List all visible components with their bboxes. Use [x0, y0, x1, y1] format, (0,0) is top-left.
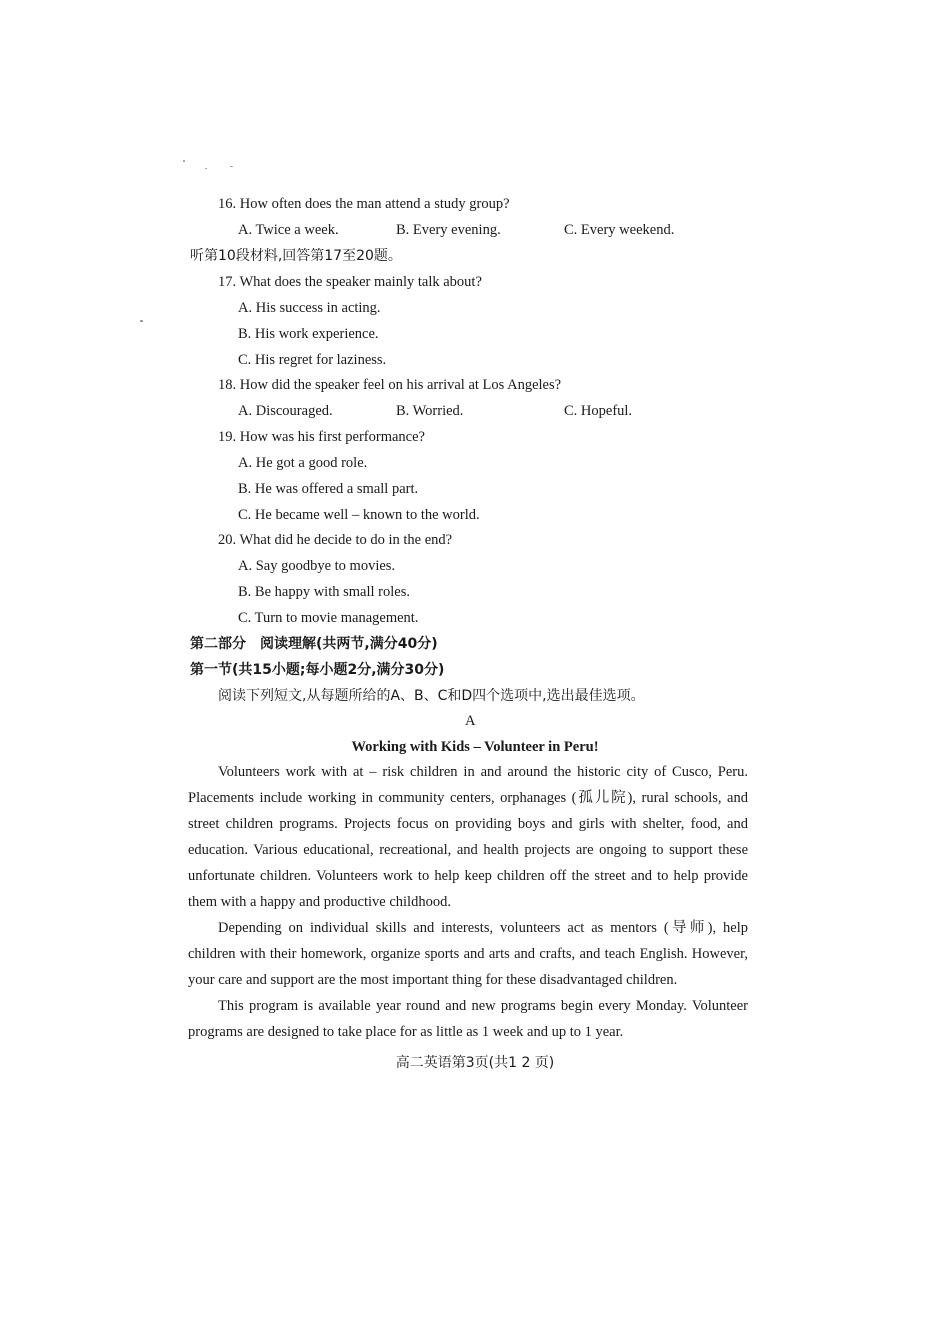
scan-speck [205, 168, 207, 169]
option-a: A. His success in acting. [238, 300, 381, 316]
scan-speck [183, 160, 185, 162]
option-b: B. Be happy with small roles. [238, 584, 410, 600]
option-c: C. Hopeful. [564, 403, 633, 419]
passage-paragraph-1: Volunteers work with at – risk children in and around the historic city of Cusco, Peru. Placements include working in community centers, orphanages (孤儿院), rural schools, and street children programs. Projects focus on providing boys and girls with shelter, food, and education. Various educational, recreational, and health projects are ongoing to support these unfortunate children. Volunteers work to help keep children off the street and to help provide them with a happy and productive childhood. [188, 764, 748, 910]
option-b: B. Every evening. [396, 222, 501, 238]
section1-heading: 第一节(共15小题;每小题2分,满分30分) [190, 662, 445, 678]
question-18-options [238, 402, 758, 420]
scan-speck [140, 320, 143, 322]
question-17: 17. What does the speaker mainly talk about? [218, 274, 482, 290]
passage-paragraph-3: This program is available year round and new programs begin every Monday. Volunteer programs are designed to take place for as little as 1 week and up to 1 year. [188, 998, 748, 1040]
option-b: B. His work experience. [238, 326, 379, 342]
option-b: B. He was offered a small part. [238, 481, 419, 497]
option-a: A. He got a good role. [238, 455, 368, 471]
passage-title: Working with Kids – Volunteer in Peru! [351, 739, 599, 755]
option-b: B. Worried. [396, 403, 464, 419]
passage-letter: A [465, 713, 476, 729]
option-c: C. His regret for laziness. [238, 352, 387, 368]
passage-paragraph-2: Depending on individual skills and interests, volunteers act as mentors (导师), help children with their homework, organize sports and arts and crafts, and teach English. However, your care and support are the most important thing for these disadvantaged children. [188, 920, 748, 988]
question-19: 19. How was his first performance? [218, 429, 425, 445]
question-18: 18. How did the speaker feel on his arrival at Los Angeles? [218, 377, 562, 393]
option-a: A. Discouraged. [238, 403, 333, 419]
option-a: A. Say goodbye to movies. [238, 558, 396, 574]
option-a: A. Twice a week. [238, 222, 339, 238]
scan-speck [230, 166, 233, 167]
question-16: 16. How often does the man attend a study group? [218, 196, 510, 212]
listening-instruction: 听第10段材料,回答第17至20题。 [190, 248, 402, 264]
reading-instruction: 阅读下列短文,从每题所给的A、B、C和D四个选项中,选出最佳选项。 [218, 688, 645, 704]
option-c: C. Every weekend. [564, 222, 675, 238]
question-16-options [238, 221, 758, 239]
part2-heading: 第二部分 阅读理解(共两节,满分40分) [190, 636, 438, 652]
option-c: C. Turn to movie management. [238, 610, 419, 626]
question-20: 20. What did he decide to do in the end? [218, 532, 453, 548]
page-footer: 高二英语第3页(共1 2 页) [395, 1055, 555, 1071]
option-c: C. He became well – known to the world. [238, 507, 480, 523]
